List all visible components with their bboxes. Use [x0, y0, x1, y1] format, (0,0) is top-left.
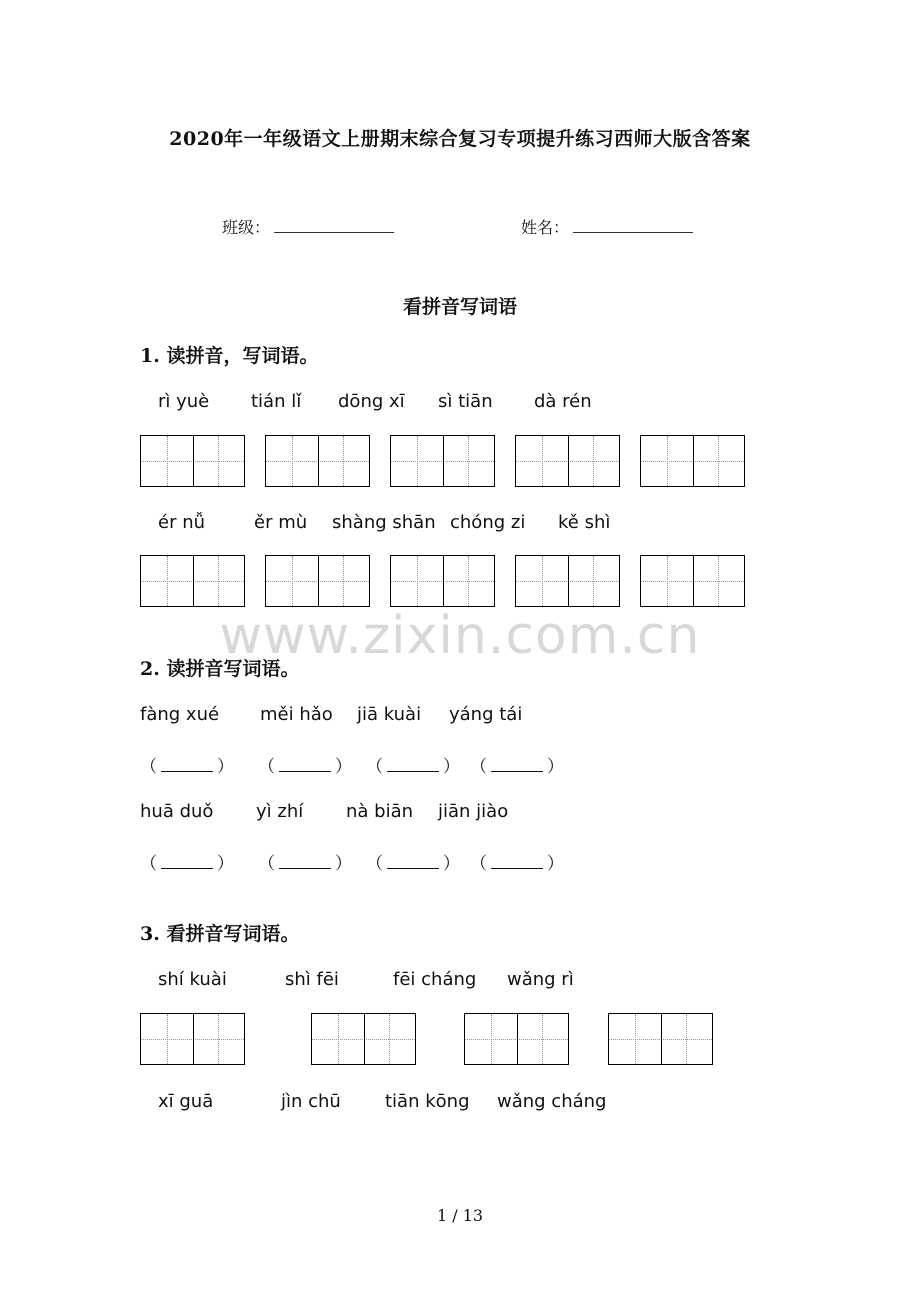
- answer-blank[interactable]: （ ）: [366, 757, 460, 777]
- pinyin-item: jìn chū: [281, 1091, 341, 1112]
- pinyin-item: tián lǐ: [251, 391, 302, 412]
- writing-grid[interactable]: [640, 555, 745, 607]
- writing-grid[interactable]: [140, 1013, 245, 1065]
- pinyin-item: ér nǚ: [158, 512, 206, 533]
- pinyin-item: xī guā: [158, 1091, 214, 1112]
- pinyin-item: yáng tái: [449, 704, 523, 725]
- pinyin-item: dà rén: [534, 391, 592, 412]
- pinyin-item: shàng shān: [332, 512, 436, 533]
- pinyin-item: rì yuè: [158, 391, 210, 412]
- answer-blank[interactable]: （ ）: [140, 854, 234, 874]
- document-title: 2020年一年级语文上册期末综合复习专项提升练习西师大版含答案: [169, 128, 751, 150]
- pinyin-item: shí kuài: [158, 969, 227, 990]
- writing-grid[interactable]: [140, 435, 245, 487]
- pinyin-item: jiān jiào: [438, 801, 509, 822]
- writing-grid[interactable]: [140, 555, 245, 607]
- pinyin-item: fēi cháng: [393, 969, 477, 990]
- answer-blank[interactable]: （ ）: [470, 854, 564, 874]
- pinyin-item: sì tiān: [438, 391, 493, 412]
- pinyin-item: chóng zi: [450, 512, 526, 533]
- writing-grid[interactable]: [390, 435, 495, 487]
- pinyin-item: tiān kōng: [385, 1091, 470, 1112]
- pinyin-item: huā duǒ: [140, 801, 214, 822]
- page-number: 1 / 13: [436, 1206, 484, 1225]
- answer-blank[interactable]: （ ）: [258, 757, 352, 777]
- answer-blank[interactable]: （ ）: [140, 757, 234, 777]
- writing-grid[interactable]: [515, 555, 620, 607]
- name-label: 姓名：: [521, 218, 570, 237]
- pinyin-item: dōng xī: [338, 391, 405, 412]
- pinyin-item: shì fēi: [285, 969, 339, 990]
- writing-grid[interactable]: [640, 435, 745, 487]
- section-title: 看拼音写词语: [402, 296, 517, 318]
- answer-blank[interactable]: （ ）: [258, 854, 352, 874]
- answer-blank[interactable]: （ ）: [470, 757, 564, 777]
- question-3-heading: 3. 看拼音写词语。: [140, 923, 300, 945]
- pinyin-item: yì zhí: [256, 801, 304, 822]
- pinyin-item: jiā kuài: [357, 704, 422, 725]
- question-1-heading: 1. 读拼音，写词语。: [140, 345, 319, 367]
- watermark: www.zixin.com.cn: [219, 606, 701, 666]
- writing-grid[interactable]: [265, 555, 370, 607]
- pinyin-item: fàng xué: [140, 704, 220, 725]
- class-field: [222, 215, 394, 238]
- question-2-heading: 2. 读拼音写词语。: [140, 658, 300, 680]
- pinyin-item: nà biān: [346, 801, 414, 822]
- writing-grid[interactable]: [515, 435, 620, 487]
- writing-grid[interactable]: [464, 1013, 569, 1065]
- name-blank[interactable]: [573, 218, 693, 233]
- pinyin-item: ěr mù: [254, 512, 308, 533]
- pinyin-item: měi hǎo: [260, 704, 333, 725]
- writing-grid[interactable]: [390, 555, 495, 607]
- class-label: 班级：: [222, 218, 271, 237]
- answer-blank[interactable]: （ ）: [366, 854, 460, 874]
- pinyin-item: wǎng cháng: [497, 1091, 607, 1112]
- writing-grid[interactable]: [265, 435, 370, 487]
- pinyin-item: wǎng rì: [507, 969, 574, 990]
- name-field: [521, 215, 693, 238]
- writing-grid[interactable]: [608, 1013, 713, 1065]
- pinyin-item: kě shì: [558, 512, 611, 533]
- writing-grid[interactable]: [311, 1013, 416, 1065]
- class-blank[interactable]: [274, 218, 394, 233]
